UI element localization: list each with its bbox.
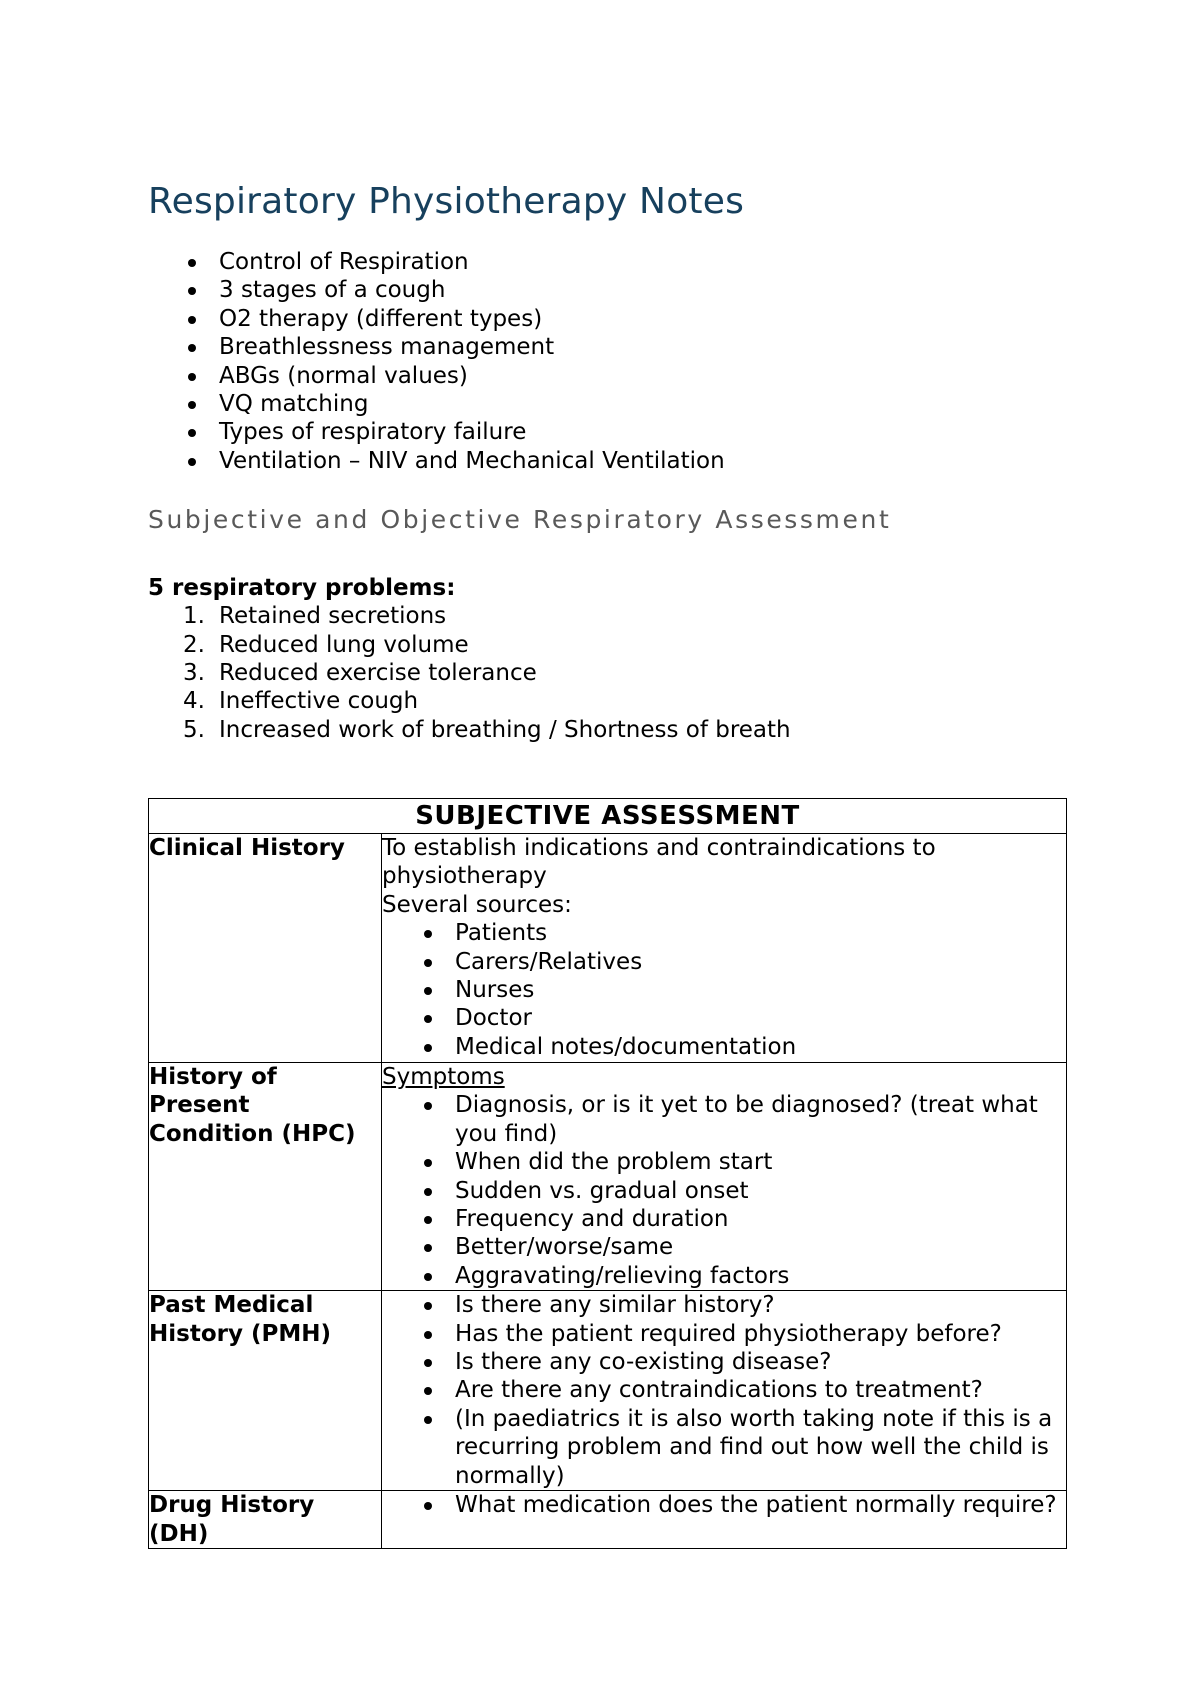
row-bullets xyxy=(382,919,1066,1061)
table-header: SUBJECTIVE ASSESSMENT xyxy=(149,799,1067,834)
row-bullets xyxy=(382,1291,1066,1490)
problems-heading: 5 respiratory problems: xyxy=(148,575,456,602)
row-label: History of Present Condition (HPC) xyxy=(149,1063,382,1291)
row-content xyxy=(382,834,1067,1063)
problems-list xyxy=(148,602,1064,744)
page-title: Respiratory Physiotherapy Notes xyxy=(148,181,745,222)
list-item: O2 therapy (different types) xyxy=(219,305,1064,333)
list-item: ABGs (normal values) xyxy=(219,362,1064,390)
list-item-text: Increased work of breathing / Shortness of breath xyxy=(219,716,791,743)
topics-list xyxy=(148,248,1064,475)
row-intro: To establish indications and contraindications to physiotherapy xyxy=(382,835,936,890)
list-item: VQ matching xyxy=(219,390,1064,418)
list-item-text: Reduced exercise tolerance xyxy=(219,660,537,687)
table-row xyxy=(149,1063,1067,1291)
section-subtitle: Subjective and Objective Respiratory Assessment xyxy=(148,505,892,535)
table-row xyxy=(149,1291,1067,1491)
subjective-assessment-table xyxy=(148,798,1067,1549)
row-intro: Symptoms xyxy=(382,1064,505,1090)
row-bullets xyxy=(382,1491,1066,1519)
list-item: Better/worse/same xyxy=(455,1233,1066,1261)
list-item: Frequency and duration xyxy=(455,1205,1066,1233)
list-item: Is there any similar history? xyxy=(455,1291,1066,1319)
list-item: Ventilation – NIV and Mechanical Ventilation xyxy=(219,447,1064,475)
list-item xyxy=(183,602,1064,630)
list-item: Sudden vs. gradual onset xyxy=(455,1177,1066,1205)
table-row xyxy=(149,1491,1067,1549)
list-number: 3. xyxy=(183,660,205,687)
list-number: 4. xyxy=(183,688,205,715)
list-item: Is there any co-existing disease? xyxy=(455,1348,1066,1376)
document-page xyxy=(148,178,1064,1547)
list-item: Has the patient required physiotherapy before? xyxy=(455,1320,1066,1348)
list-number: 1. xyxy=(183,603,205,630)
list-item: Control of Respiration xyxy=(219,248,1064,276)
list-item: (In paediatrics it is also worth taking note if this is a recurring problem and find out how well the child is normally) xyxy=(455,1405,1066,1490)
list-item: Carers/Relatives xyxy=(455,948,1066,976)
list-item: Medical notes/documentation xyxy=(455,1033,1066,1061)
list-item: What medication does the patient normally require? xyxy=(455,1491,1066,1519)
list-number: 2. xyxy=(183,631,205,658)
list-item: Diagnosis, or is it yet to be diagnosed? (treat what you find) xyxy=(455,1091,1066,1148)
row-intro-2: Several sources: xyxy=(382,891,572,918)
list-item: Breathlessness management xyxy=(219,333,1064,361)
row-content xyxy=(382,1291,1067,1491)
list-item-text: Retained secretions xyxy=(219,603,447,630)
list-item-text: Ineffective cough xyxy=(219,688,419,715)
list-item: Doctor xyxy=(455,1004,1066,1032)
row-bullets xyxy=(382,1091,1066,1290)
list-number: 5. xyxy=(183,716,205,743)
row-content xyxy=(382,1491,1067,1549)
list-item xyxy=(183,716,1064,744)
list-item: Are there any contraindications to treatment? xyxy=(455,1376,1066,1404)
row-label: Past Medical History (PMH) xyxy=(149,1291,382,1491)
list-item: Types of respiratory failure xyxy=(219,418,1064,446)
list-item: 3 stages of a cough xyxy=(219,276,1064,304)
row-content xyxy=(382,1063,1067,1291)
list-item xyxy=(183,659,1064,687)
row-label: Drug History (DH) xyxy=(149,1491,382,1549)
list-item: Aggravating/relieving factors xyxy=(455,1262,1066,1290)
list-item-text: Reduced lung volume xyxy=(219,631,469,658)
list-item xyxy=(183,631,1064,659)
row-label: Clinical History xyxy=(149,834,382,1063)
list-item xyxy=(183,687,1064,715)
table-row xyxy=(149,834,1067,1063)
list-item: When did the problem start xyxy=(455,1148,1066,1176)
list-item: Patients xyxy=(455,919,1066,947)
list-item: Nurses xyxy=(455,976,1066,1004)
table-header-row xyxy=(149,799,1067,834)
